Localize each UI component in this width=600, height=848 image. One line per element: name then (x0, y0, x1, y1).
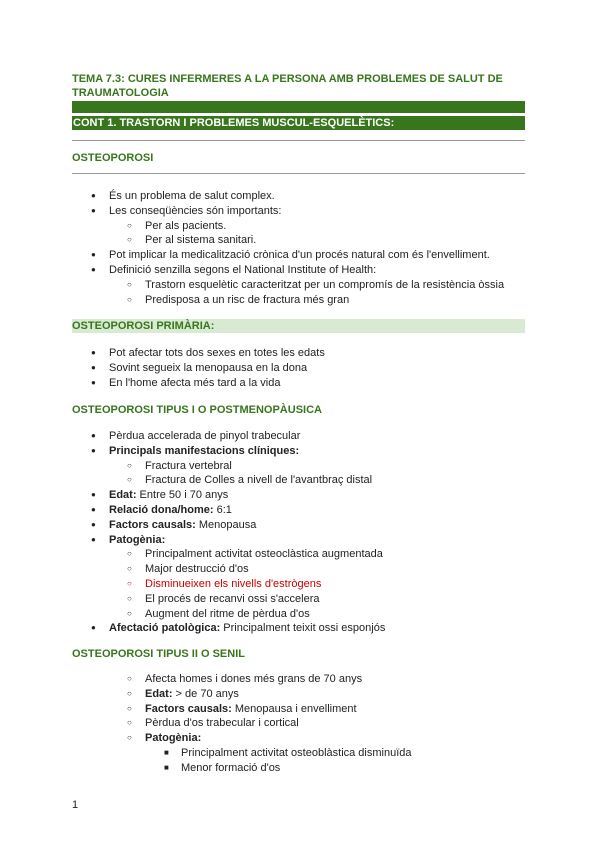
list-item (0, 533, 600, 548)
bullet-marker: ● (91, 362, 96, 372)
document-title: TEMA 7.3: CURES INFERMERES A LA PERSONA AMB PROBLEMES DE SALUT DE TRAUMATOLOGIA (72, 73, 503, 99)
list-item (0, 263, 600, 278)
list-item (0, 503, 600, 518)
list-item-label: Edat: (145, 687, 173, 700)
list-item-text: Menor formació d'os (181, 761, 281, 774)
list-item-text: Definició senzilla segons el National Institute of Health: (109, 263, 377, 276)
bullet-marker: ● (91, 264, 96, 274)
bullet-marker: ● (91, 348, 96, 357)
circle-marker: ○ (127, 294, 132, 304)
list-item-text: 6:1 (213, 503, 232, 516)
list-item (0, 746, 600, 761)
circle-marker: ○ (127, 593, 132, 603)
list-item (0, 702, 600, 717)
list-item-text: Pèrdua d'os trabecular i cortical (145, 717, 299, 730)
list-item-text: Pot implicar la medicalització crònica d'un procés natural com és l'envelliment. (109, 249, 490, 262)
osteoporosi-list (0, 189, 600, 307)
list-item-text: Per als pacients. (145, 219, 227, 232)
list-item-text: El procés de recanvi ossi s'accelera (145, 592, 320, 605)
heading-osteoporosi-tipus-2: OSTEOPOROSI TIPUS II O SENIL (72, 648, 245, 660)
list-item-text: Major destrucció d'os (145, 563, 249, 576)
list-item (0, 607, 600, 622)
list-item-label: Relació dona/home: (109, 503, 214, 516)
bullet-marker: ● (91, 519, 96, 529)
list-item-label: Patogènia: (109, 533, 166, 546)
list-item (0, 761, 600, 776)
list-item (0, 687, 600, 702)
list-item-text: Les conseqüències són importants: (109, 204, 282, 217)
list-item-label: Factors causals: (109, 518, 196, 531)
horizontal-rule (72, 173, 525, 174)
list-item-text: Pèrdua accelerada de pinyol trabecular (109, 430, 301, 442)
list-item (0, 473, 600, 488)
list-item (0, 444, 600, 459)
list-item-label: Principals manifestacions clíniques: (109, 444, 300, 457)
list-item-text: Trastorn esquelètic caracteritzat per un compromís de la resistència òssia (145, 278, 505, 291)
bullet-marker: ● (91, 490, 96, 500)
circle-marker: ○ (127, 549, 132, 559)
circle-marker: ○ (127, 475, 132, 485)
list-item (0, 459, 600, 474)
list-item-text: Sovint segueix la menopausa en la dona (109, 361, 308, 374)
list-item (0, 731, 600, 746)
circle-marker: ○ (127, 235, 132, 245)
square-marker: ■ (164, 747, 169, 757)
circle-marker: ○ (127, 608, 132, 618)
circle-marker: ○ (127, 733, 132, 743)
tipus2-list (0, 672, 600, 776)
list-item-text: Principalment activitat osteoblàstica disminuïda (181, 746, 412, 759)
heading-osteoporosi: OSTEOPOROSI (72, 152, 154, 164)
bullet-marker: ● (91, 504, 96, 514)
list-item-text: Fractura vertebral (145, 459, 232, 472)
bullet-marker: ● (91, 377, 96, 387)
list-item (0, 621, 600, 636)
list-item (0, 361, 600, 376)
list-item-label: Afectació patològica: (109, 622, 221, 635)
list-item (0, 376, 600, 391)
list-item-text: Predisposa a un risc de fractura més gran (145, 293, 350, 306)
circle-marker: ○ (127, 688, 132, 698)
list-item-highlighted (0, 577, 600, 592)
heading-osteoporosi-primaria: OSTEOPOROSI PRIMÀRIA: (72, 319, 525, 333)
list-item (0, 278, 600, 293)
list-item-text: Principalment teixit ossi esponjós (220, 622, 386, 635)
horizontal-rule (72, 140, 525, 141)
list-item-text: Augment del ritme de pèrdua d'os (145, 607, 310, 620)
list-item-text: Menopausa i envelliment (231, 702, 357, 715)
circle-marker: ○ (127, 703, 132, 713)
list-item (0, 204, 600, 219)
list-item-label: Edat: (109, 489, 137, 502)
circle-marker: ○ (127, 564, 132, 574)
list-item-label: Factors causals: (145, 702, 232, 715)
list-item (0, 233, 600, 248)
list-item-text: Principalment activitat osteoclàstica augmentada (145, 548, 383, 561)
page-number: 1 (72, 799, 79, 811)
list-item (0, 672, 600, 687)
bullet-marker: ● (91, 191, 96, 200)
list-item (0, 547, 600, 562)
bullet-marker: ● (91, 205, 96, 215)
list-item (0, 518, 600, 533)
list-item-text: Menopausa (195, 518, 257, 531)
green-divider-bar (72, 101, 525, 113)
bullet-marker: ● (91, 250, 96, 260)
list-item (0, 562, 600, 577)
bullet-marker: ● (91, 445, 96, 455)
list-item-text: Afecta homes i dones més grans de 70 anys (145, 673, 363, 685)
section-heading-bar (72, 116, 525, 130)
heading-osteoporosi-tipus-1: OSTEOPOROSI TIPUS I O POSTMENOPÀUSICA (72, 404, 322, 416)
bullet-marker: ● (91, 431, 96, 440)
list-item-text: És un problema de salut complex. (109, 190, 275, 202)
list-item-text: Disminueixen els nivells d'estrògens (145, 577, 322, 590)
list-item (0, 248, 600, 263)
circle-marker: ○ (127, 578, 132, 588)
list-item-label: Patogènia: (145, 732, 202, 745)
list-item (0, 293, 600, 308)
list-item-text: Fractura de Colles a nivell de l'avantbraç distal (145, 474, 373, 487)
tipus1-list (0, 429, 600, 636)
list-item-text: Per al sistema sanitari. (145, 234, 257, 247)
section-heading: CONT 1. TRASTORN I PROBLEMES MUSCUL-ESQUELÈTICS: (73, 117, 395, 129)
circle-marker: ○ (127, 674, 132, 683)
list-item-text: > de 70 anys (172, 687, 239, 700)
list-item (0, 429, 600, 444)
list-item (0, 592, 600, 607)
bullet-marker: ● (91, 534, 96, 544)
list-item (0, 346, 600, 361)
list-item-text: Pot afectar tots dos sexes en totes les edats (109, 347, 325, 359)
primaria-list (0, 346, 600, 390)
circle-marker: ○ (127, 718, 132, 728)
list-item (0, 716, 600, 731)
circle-marker: ○ (127, 460, 132, 470)
circle-marker: ○ (127, 279, 132, 289)
list-item (0, 219, 600, 234)
square-marker: ■ (164, 762, 169, 772)
list-item-text: Entre 50 i 70 anys (136, 489, 229, 502)
list-item (0, 488, 600, 503)
list-item-text: En l'home afecta més tard a la vida (109, 376, 281, 389)
circle-marker: ○ (127, 220, 132, 230)
list-item (0, 189, 600, 204)
bullet-marker: ● (91, 623, 96, 633)
